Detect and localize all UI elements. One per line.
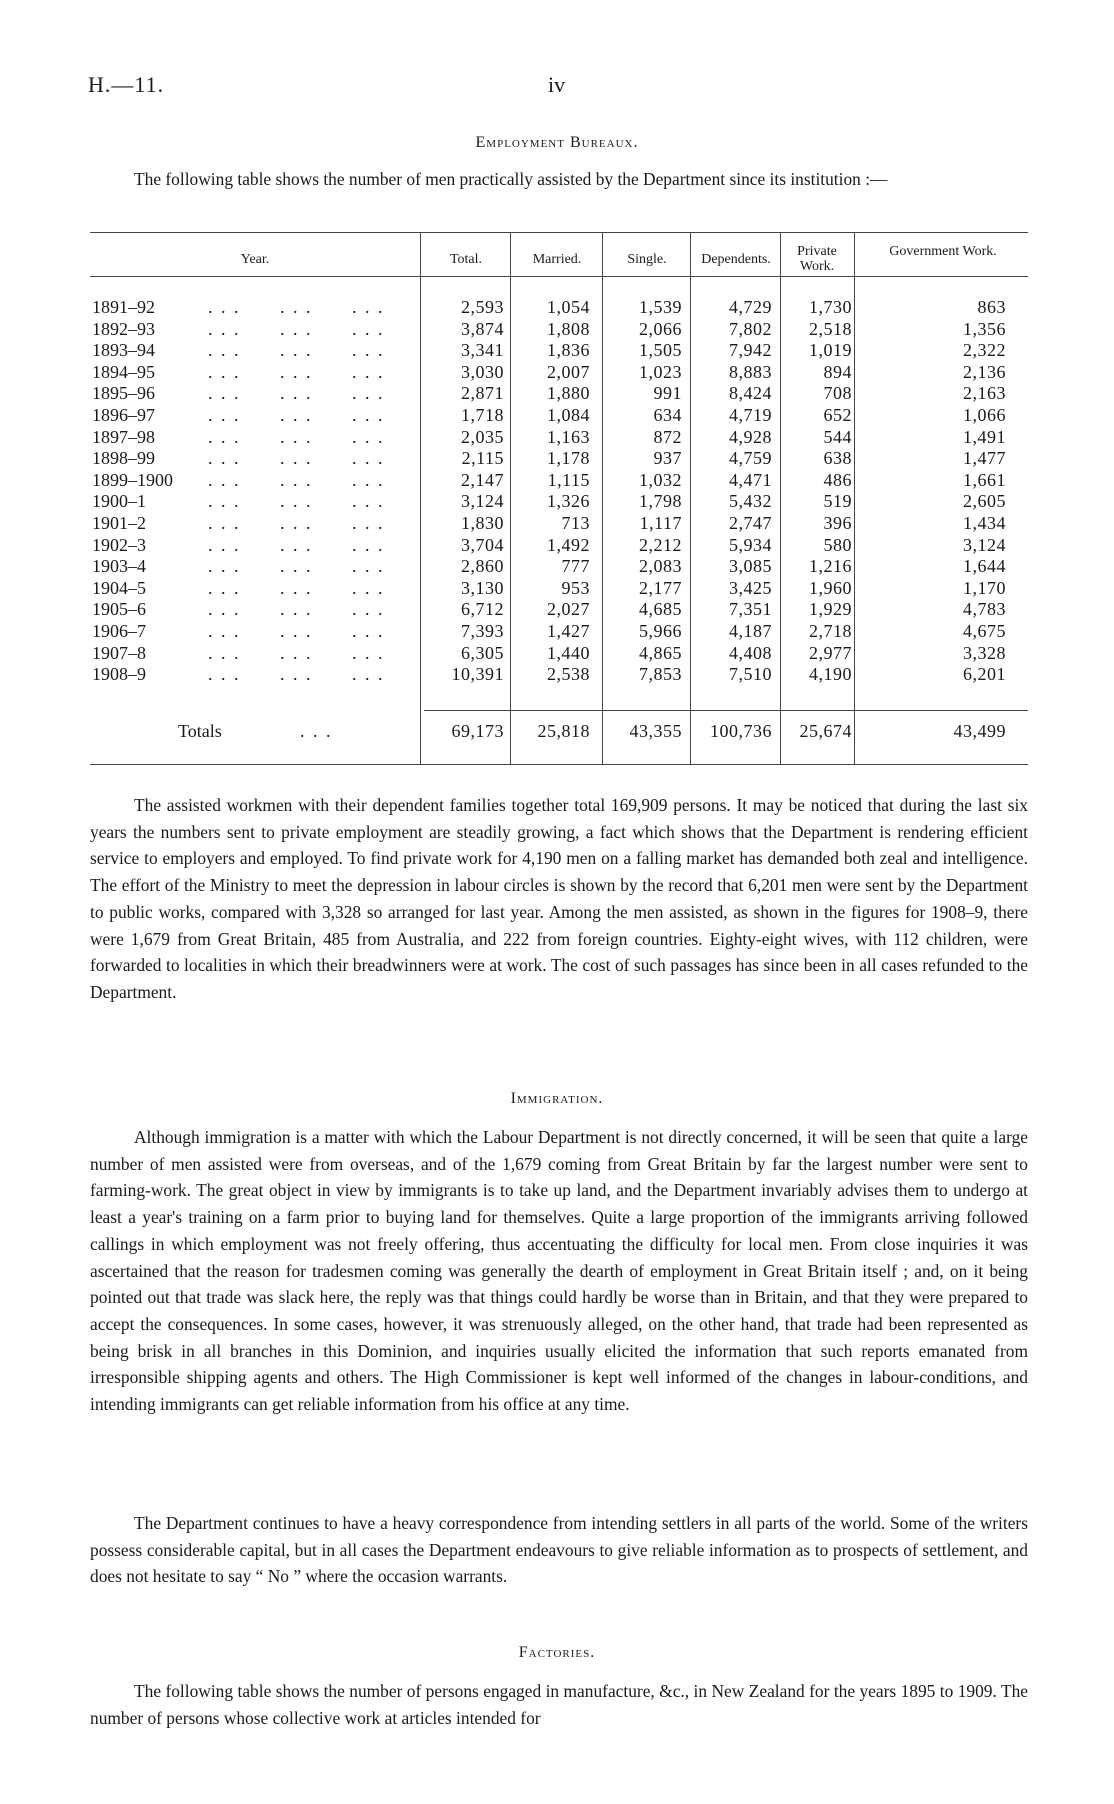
row-government: 1,170 bbox=[963, 577, 1006, 598]
row-year: 1893–94 bbox=[92, 340, 155, 361]
row-single: 4,865 bbox=[639, 642, 682, 663]
row-dependents: 8,883 bbox=[729, 361, 772, 382]
totals-single: 43,355 bbox=[629, 721, 682, 741]
row-total: 7,393 bbox=[461, 621, 504, 641]
column-header-private-work: Private Work. bbox=[797, 244, 837, 274]
row-leader-dots: . . . bbox=[208, 361, 241, 382]
totals-label: Totals bbox=[178, 721, 222, 741]
row-leader-dots: . . . bbox=[208, 383, 241, 404]
row-leader-dots: . . . bbox=[352, 426, 385, 447]
row-single: 1,798 bbox=[639, 491, 682, 512]
row-year: 1900–1 bbox=[92, 491, 146, 512]
row-married: 1,178 bbox=[547, 448, 590, 469]
row-married: 2,027 bbox=[547, 599, 590, 620]
row-leader-dots: . . . bbox=[280, 621, 313, 641]
row-single: 937 bbox=[653, 448, 682, 469]
row-single: 4,685 bbox=[639, 599, 682, 620]
row-leader-dots: . . . bbox=[280, 318, 313, 339]
factories-heading: Factories. bbox=[518, 1644, 596, 1661]
row-leader-dots: . . . bbox=[208, 491, 241, 512]
row-private: 396 bbox=[823, 513, 852, 533]
row-leader-dots: . . . bbox=[352, 534, 385, 555]
row-year: 1906–7 bbox=[92, 621, 146, 641]
row-married: 1,427 bbox=[547, 621, 590, 641]
row-leader-dots: . . . bbox=[280, 513, 313, 533]
row-private: 2,977 bbox=[809, 642, 852, 663]
row-dependents: 7,802 bbox=[729, 318, 772, 339]
row-single: 872 bbox=[653, 426, 682, 447]
row-private: 652 bbox=[823, 405, 852, 425]
table-totals-rule bbox=[424, 710, 1028, 711]
row-leader-dots: . . . bbox=[352, 405, 385, 425]
row-married: 1,084 bbox=[547, 405, 590, 425]
row-year: 1899–1900 bbox=[92, 469, 173, 490]
row-leader-dots: . . . bbox=[280, 491, 313, 512]
factories-paragraph: The following table shows the number of persons engaged in manufacture, &c., in New Zealand for the years 1895 to 1909. The number of persons whose collective work at articles intended for bbox=[90, 1681, 1028, 1728]
row-government: 1,661 bbox=[963, 469, 1006, 490]
row-leader-dots: . . . bbox=[208, 577, 241, 598]
row-total: 2,593 bbox=[461, 297, 504, 317]
row-leader-dots: . . . bbox=[208, 621, 241, 641]
row-government: 1,491 bbox=[963, 426, 1006, 447]
row-married: 953 bbox=[561, 577, 590, 598]
table-header-rule bbox=[90, 276, 1028, 277]
row-total: 6,305 bbox=[461, 642, 504, 663]
row-year: 1901–2 bbox=[92, 513, 146, 533]
row-dependents: 4,759 bbox=[729, 448, 772, 469]
document-reference: H.—11. bbox=[88, 72, 165, 97]
row-leader-dots: . . . bbox=[352, 513, 385, 533]
row-single: 1,032 bbox=[639, 469, 682, 490]
row-government: 1,066 bbox=[963, 405, 1006, 425]
row-total: 3,130 bbox=[461, 577, 504, 598]
row-year: 1902–3 bbox=[92, 534, 146, 555]
row-single: 991 bbox=[653, 383, 682, 404]
row-private: 519 bbox=[823, 491, 852, 512]
row-single: 1,023 bbox=[639, 361, 682, 382]
row-government: 1,644 bbox=[963, 556, 1006, 577]
row-single: 2,177 bbox=[639, 577, 682, 598]
table-column-rule bbox=[854, 232, 855, 764]
row-leader-dots: . . . bbox=[280, 577, 313, 598]
row-married: 1,880 bbox=[547, 383, 590, 404]
column-header-dependents: Dependents. bbox=[701, 252, 771, 267]
employment-summary-paragraph: The assisted workmen with their dependent families together total 169,909 persons. It may be noticed that during the last six years the numbers sent to private employment are steadily growing, a fact which shows that the Department is rendering efficient service to employers and employed. To find private work for 4,190 men on a falling market has demanded both zeal and intelligence. The effort of the Ministry to meet the depression in labour circles is shown by the record that 6,201 men were sent by the Department to public works, compared with 3,328 so arranged for last year. Among the men assisted, as shown in the figures for 1908–9, there were 1,679 from Great Britain, 485 from Australia, and 222 from foreign countries. Eighty-eight wives, with 112 children, were forwarded to localities in which their breadwinners were at work. The cost of such passages has since been in all cases refunded to the Department. bbox=[90, 795, 1028, 1002]
row-dependents: 7,351 bbox=[729, 599, 772, 620]
row-leader-dots: . . . bbox=[280, 556, 313, 577]
row-leader-dots: . . . bbox=[352, 361, 385, 382]
row-government: 2,163 bbox=[963, 383, 1006, 404]
row-private: 4,190 bbox=[809, 664, 852, 685]
row-leader-dots: . . . bbox=[352, 340, 385, 361]
row-year: 1897–98 bbox=[92, 426, 155, 447]
row-leader-dots: . . . bbox=[280, 642, 313, 663]
row-private: 638 bbox=[823, 448, 852, 469]
row-leader-dots: . . . bbox=[208, 340, 241, 361]
row-single: 5,966 bbox=[639, 621, 682, 641]
row-married: 1,808 bbox=[547, 318, 590, 339]
row-leader-dots: . . . bbox=[352, 599, 385, 620]
row-leader-dots: . . . bbox=[280, 383, 313, 404]
row-leader-dots: . . . bbox=[208, 599, 241, 620]
row-leader-dots: . . . bbox=[352, 448, 385, 469]
row-dependents: 2,747 bbox=[729, 513, 772, 533]
row-total: 2,860 bbox=[461, 556, 504, 577]
row-dependents: 4,719 bbox=[729, 405, 772, 425]
row-single: 2,212 bbox=[639, 534, 682, 555]
row-total: 3,341 bbox=[461, 340, 504, 361]
row-dependents: 4,471 bbox=[729, 469, 772, 490]
totals-married: 25,818 bbox=[537, 721, 590, 741]
row-leader-dots: . . . bbox=[280, 599, 313, 620]
row-total: 2,035 bbox=[461, 426, 504, 447]
row-private: 1,960 bbox=[809, 577, 852, 598]
table-column-rule bbox=[780, 232, 781, 764]
row-year: 1896–97 bbox=[92, 405, 155, 425]
row-total: 1,830 bbox=[461, 513, 504, 533]
row-leader-dots: . . . bbox=[208, 297, 241, 317]
row-married: 1,115 bbox=[547, 469, 590, 490]
row-private: 1,019 bbox=[809, 340, 852, 361]
row-year: 1894–95 bbox=[92, 361, 155, 382]
row-government: 2,605 bbox=[963, 491, 1006, 512]
row-leader-dots: . . . bbox=[208, 556, 241, 577]
column-header-total: Total. bbox=[449, 252, 483, 267]
immigration-heading: Immigration. bbox=[510, 1090, 604, 1107]
row-leader-dots: . . . bbox=[352, 318, 385, 339]
row-dependents: 4,928 bbox=[729, 426, 772, 447]
row-private: 1,929 bbox=[809, 599, 852, 620]
row-government: 2,136 bbox=[963, 361, 1006, 382]
table-column-rule bbox=[420, 232, 421, 764]
row-total: 2,115 bbox=[461, 448, 504, 469]
totals-dependents: 100,736 bbox=[710, 721, 772, 741]
table-column-rule bbox=[602, 232, 603, 764]
row-private: 894 bbox=[823, 361, 852, 382]
row-dependents: 7,510 bbox=[729, 664, 772, 685]
row-government: 4,675 bbox=[963, 621, 1006, 641]
row-leader-dots: . . . bbox=[352, 577, 385, 598]
row-married: 1,326 bbox=[547, 491, 590, 512]
row-private: 2,518 bbox=[809, 318, 852, 339]
row-leader-dots: . . . bbox=[280, 340, 313, 361]
row-year: 1898–99 bbox=[92, 448, 155, 469]
row-leader-dots: . . . bbox=[208, 318, 241, 339]
row-leader-dots: . . . bbox=[352, 469, 385, 490]
row-leader-dots: . . . bbox=[280, 361, 313, 382]
row-leader-dots: . . . bbox=[208, 642, 241, 663]
table-column-rule bbox=[510, 232, 511, 764]
row-leader-dots: . . . bbox=[352, 383, 385, 404]
row-single: 1,117 bbox=[639, 513, 682, 533]
row-total: 2,147 bbox=[461, 469, 504, 490]
row-dependents: 3,085 bbox=[729, 556, 772, 577]
row-private: 544 bbox=[823, 426, 852, 447]
row-leader-dots: . . . bbox=[208, 448, 241, 469]
row-married: 1,163 bbox=[547, 426, 590, 447]
row-married: 777 bbox=[561, 556, 590, 577]
table-top-rule bbox=[90, 232, 1028, 233]
row-government: 3,328 bbox=[963, 642, 1006, 663]
row-dependents: 5,432 bbox=[729, 491, 772, 512]
row-leader-dots: . . . bbox=[280, 426, 313, 447]
row-married: 2,007 bbox=[547, 361, 590, 382]
row-total: 3,874 bbox=[461, 318, 504, 339]
column-header-government-work: Government Work. bbox=[889, 244, 997, 259]
row-married: 1,836 bbox=[547, 340, 590, 361]
row-dependents: 7,942 bbox=[729, 340, 772, 361]
row-government: 1,477 bbox=[963, 448, 1006, 469]
table-bottom-rule bbox=[90, 764, 1028, 765]
employment-heading: Employment Bureaux. bbox=[475, 134, 639, 151]
row-leader-dots: . . . bbox=[352, 664, 385, 685]
row-leader-dots: . . . bbox=[208, 513, 241, 533]
row-leader-dots: . . . bbox=[280, 664, 313, 685]
totals-government: 43,499 bbox=[953, 721, 1006, 741]
row-married: 1,054 bbox=[547, 297, 590, 317]
row-leader-dots: . . . bbox=[208, 664, 241, 685]
row-private: 708 bbox=[823, 383, 852, 404]
row-government: 2,322 bbox=[963, 340, 1006, 361]
row-leader-dots: . . . bbox=[208, 469, 241, 490]
column-header-year: Year. bbox=[240, 252, 270, 267]
table-column-rule bbox=[690, 232, 691, 764]
row-single: 634 bbox=[653, 405, 682, 425]
row-private: 1,216 bbox=[809, 556, 852, 577]
row-married: 2,538 bbox=[547, 664, 590, 685]
row-total: 1,718 bbox=[461, 405, 504, 425]
row-leader-dots: . . . bbox=[352, 297, 385, 317]
row-year: 1904–5 bbox=[92, 577, 146, 598]
row-leader-dots: . . . bbox=[352, 556, 385, 577]
totals-dots: . . . bbox=[300, 721, 333, 741]
row-single: 2,066 bbox=[639, 318, 682, 339]
row-government: 1,434 bbox=[963, 513, 1006, 533]
row-single: 1,539 bbox=[639, 297, 682, 317]
row-married: 713 bbox=[561, 513, 590, 533]
row-government: 1,356 bbox=[963, 318, 1006, 339]
column-header-married: Married. bbox=[532, 252, 582, 267]
row-government: 3,124 bbox=[963, 534, 1006, 555]
row-government: 6,201 bbox=[963, 664, 1006, 685]
row-dependents: 4,729 bbox=[729, 297, 772, 317]
row-private: 580 bbox=[823, 534, 852, 555]
row-leader-dots: . . . bbox=[280, 448, 313, 469]
totals-private: 25,674 bbox=[799, 721, 852, 741]
row-total: 10,391 bbox=[451, 664, 504, 685]
row-government: 863 bbox=[977, 297, 1006, 317]
row-single: 7,853 bbox=[639, 664, 682, 685]
row-married: 1,440 bbox=[547, 642, 590, 663]
row-total: 3,030 bbox=[461, 361, 504, 382]
row-year: 1903–4 bbox=[92, 556, 146, 577]
row-dependents: 4,408 bbox=[729, 642, 772, 663]
row-leader-dots: . . . bbox=[352, 642, 385, 663]
row-year: 1907–8 bbox=[92, 642, 146, 663]
row-dependents: 5,934 bbox=[729, 534, 772, 555]
immigration-paragraph-2: The Department continues to have a heavy correspondence from intending settlers in all parts of the world. Some of the writers possess considerable capital, but in all cases the Department endeavours to give reliable information as to prospects of settlement, and does not hesitate to say “ No ” where the occasion warrants. bbox=[90, 1513, 1028, 1587]
row-year: 1908–9 bbox=[92, 664, 146, 685]
row-private: 2,718 bbox=[809, 621, 852, 641]
row-year: 1905–6 bbox=[92, 599, 146, 620]
row-private: 1,730 bbox=[809, 297, 852, 317]
row-leader-dots: . . . bbox=[208, 534, 241, 555]
row-leader-dots: . . . bbox=[280, 469, 313, 490]
immigration-paragraph-1: Although immigration is a matter with which the Labour Department is not directly concerned, it will be seen that quite a large number of men assisted were from overseas, and of the 1,679 coming from Great Britain by far the largest number were sent to farming-work. The great object in view by immigrants is to take up land, and the Department invariably advises them to undergo at least a year's training on a farm prior to buying land for themselves. Quite a large proportion of the immigrants arriving followed callings in which employment was not freely offering, thus accentuating the difficulty for local men. From close inquiries it was ascertained that the reason for tradesmen coming was generally the dearth of employment in Great Britain itself ; and, on it being pointed out that trade was slack here, the reply was that things could hardly be worse than in Britain, and that they were prepared to accept the consequences. In some cases, however, it was strenuously alleged, on the other hand, that trade had been represented as being brisk in all branches in this Dominion, and inquiries usually elicited the information that such reports emanated from irresponsible shipping agents and others. The High Commissioner is kept well informed of the changes in labour-conditions, and intending immigrants can get reliable information from his office at any time. bbox=[90, 1127, 1028, 1415]
row-married: 1,492 bbox=[547, 534, 590, 555]
row-leader-dots: . . . bbox=[352, 621, 385, 641]
row-total: 3,124 bbox=[461, 491, 504, 512]
row-total: 6,712 bbox=[461, 599, 504, 620]
employment-table bbox=[90, 232, 1028, 772]
row-year: 1891–92 bbox=[92, 297, 155, 317]
page-number: iv bbox=[548, 72, 566, 97]
row-year: 1895–96 bbox=[92, 383, 155, 404]
row-dependents: 4,187 bbox=[729, 621, 772, 641]
column-header-single: Single. bbox=[627, 252, 667, 267]
row-single: 1,505 bbox=[639, 340, 682, 361]
row-dependents: 8,424 bbox=[729, 383, 772, 404]
row-single: 2,083 bbox=[639, 556, 682, 577]
row-dependents: 3,425 bbox=[729, 577, 772, 598]
row-leader-dots: . . . bbox=[280, 297, 313, 317]
row-leader-dots: . . . bbox=[280, 405, 313, 425]
totals-total: 69,173 bbox=[451, 721, 504, 741]
row-leader-dots: . . . bbox=[208, 426, 241, 447]
row-total: 2,871 bbox=[461, 383, 504, 404]
row-leader-dots: . . . bbox=[352, 491, 385, 512]
row-leader-dots: . . . bbox=[208, 405, 241, 425]
employment-intro: The following table shows the number of men practically assisted by the Department since its institution :— bbox=[134, 169, 888, 189]
row-total: 3,704 bbox=[461, 534, 504, 555]
row-leader-dots: . . . bbox=[280, 534, 313, 555]
row-year: 1892–93 bbox=[92, 318, 155, 339]
row-government: 4,783 bbox=[963, 599, 1006, 620]
row-private: 486 bbox=[823, 469, 852, 490]
